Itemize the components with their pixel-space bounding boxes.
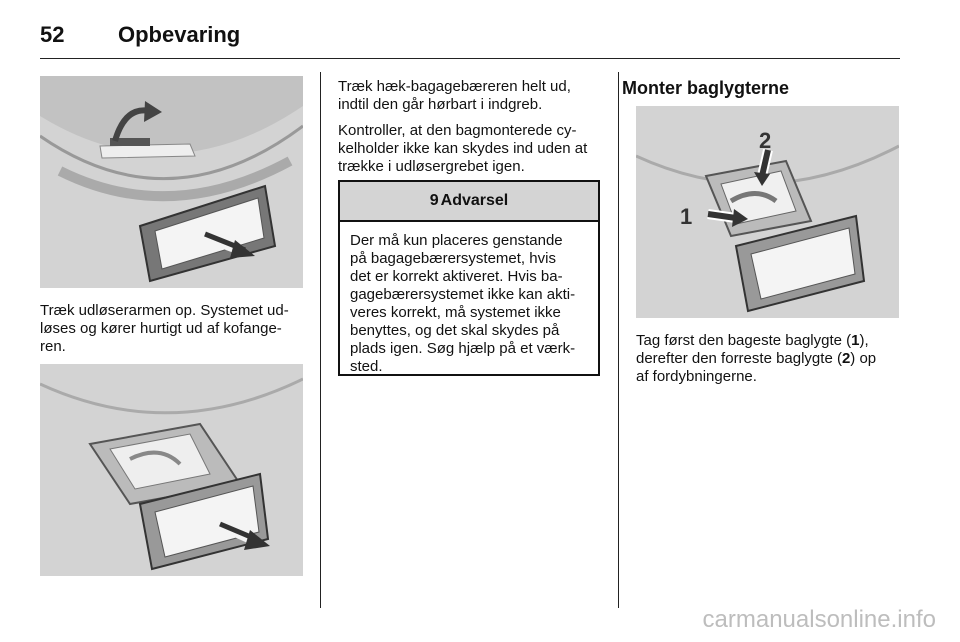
figure-release-lever	[40, 76, 303, 288]
para-2-line-2: kelholder ikke kan skydes ind uden at	[338, 140, 588, 157]
warning-line-5: veres korrekt, må systemet ikke	[350, 304, 561, 321]
tail-lights-illustration	[636, 106, 899, 318]
watermark: carmanualsonline.info	[702, 606, 936, 633]
caption-1-line-3: ren.	[40, 338, 66, 355]
para-2-line-1: Kontroller, at den bagmonterede cy-	[338, 122, 577, 139]
caption-1-line-2: løses og kører hurtigt ud af kofange-	[40, 320, 282, 337]
column-divider-2	[618, 72, 619, 608]
caption-3-ref-2: 2	[841, 350, 851, 367]
warning-body	[340, 222, 598, 376]
para-2-line-3: trække i udløsergrebet igen.	[338, 158, 525, 175]
caption-3-line-2	[636, 350, 906, 368]
warning-line-2: på bagagebærersystemet, hvis	[350, 250, 556, 267]
caption-3-line-1	[636, 332, 906, 350]
warning-icon: 9	[429, 192, 439, 209]
caption-3-line-1-end: ),	[859, 332, 869, 349]
paragraph-2	[338, 122, 608, 176]
warning-line-3: det er korrekt aktiveret. Hvis ba-	[350, 268, 563, 285]
warning-box	[338, 180, 600, 376]
warning-line-6: benyttes, og det skal skydes på	[350, 322, 560, 339]
warning-line-8: sted.	[350, 358, 383, 375]
chapter-title: Opbevaring	[118, 22, 241, 47]
caption-3	[636, 332, 906, 386]
section-heading: Monter baglygterne	[622, 78, 790, 98]
warning-line-7: plads igen. Søg hjælp på et værk-	[350, 340, 576, 357]
caption-3-line-2-text: derefter den forreste baglygte (	[636, 350, 842, 367]
page-number: 52	[40, 22, 65, 47]
column-2-text	[338, 78, 608, 184]
page-header	[40, 14, 900, 54]
caption-1-line-1: Træk udløserarmen op. Systemet ud-	[40, 302, 289, 319]
figure-carrier-out	[40, 364, 303, 576]
caption-3-ref-1: 1	[851, 332, 860, 349]
warning-header	[340, 182, 598, 222]
para-1-line-1: Træk hæk-bagagebæreren helt ud,	[338, 78, 571, 95]
header-rule	[40, 58, 900, 59]
column-divider-1	[320, 72, 321, 608]
caption-1	[40, 302, 310, 356]
figure-tail-lights	[636, 106, 899, 318]
warning-title: Advarsel	[440, 192, 509, 209]
caption-3-line-1-text: Tag først den bageste baglygte (	[636, 332, 852, 349]
warning-line-4: gagebærersystemet ikke kan akti-	[350, 286, 576, 303]
release-lever-illustration	[40, 76, 303, 288]
caption-3-line-2-end: ) op	[850, 350, 877, 367]
callout-1: 1	[680, 204, 693, 229]
paragraph-1	[338, 78, 608, 114]
carrier-pulled-out-illustration	[40, 364, 303, 576]
callout-2: 2	[759, 128, 772, 153]
caption-3-line-3: af fordybningerne.	[636, 368, 757, 385]
para-1-line-2: indtil den går hørbart i indgreb.	[338, 96, 543, 113]
warning-line-1: Der må kun placeres genstande	[350, 232, 563, 249]
